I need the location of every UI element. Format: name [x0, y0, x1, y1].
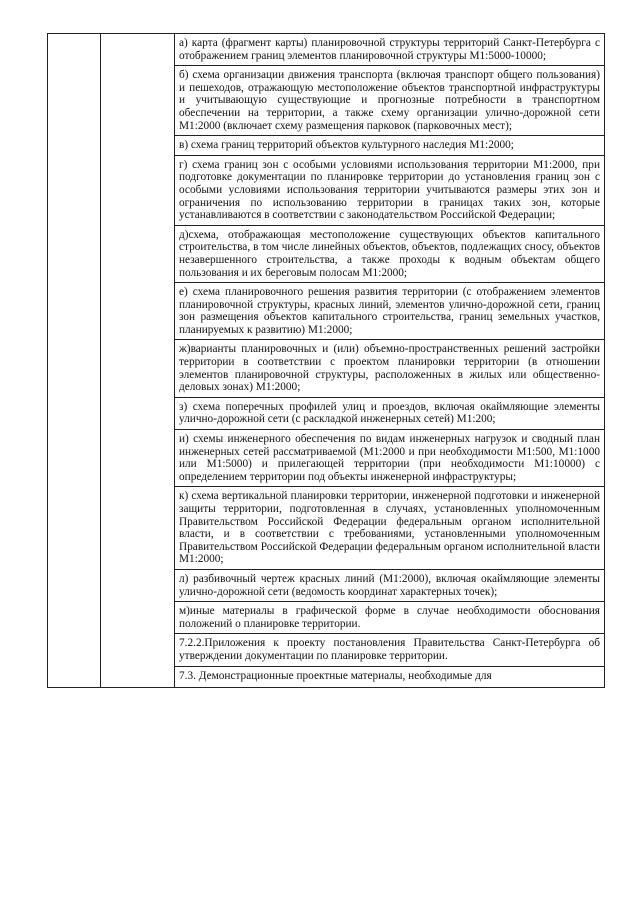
list-item: м)иные материалы в графической форме в случае необходимости обоснования положений о планировке территории.	[175, 601, 604, 633]
list-item: г) схема границ зон с особыми условиями использования территории М1:2000, при подготовке документации по планировке территории до установления границ зон с особыми условиями использования территории учитываются размеры этих зон и ограничения по использованию территории в границах таких зон, которые устанавливаются в соответствии с законодательством Российской Федерации;	[175, 155, 604, 225]
section-column-cell	[101, 34, 175, 688]
number-column-cell	[48, 34, 101, 688]
section-paragraph: 7.3. Демонстрационные проектные материалы, необходимые для	[175, 666, 604, 687]
list-item: а) карта (фрагмент карты) планировочной структуры территорий Санкт-Петербурга с отображением границ элементов планировочной структуры М1:5000-10000;	[179, 37, 600, 62]
list-item: к) схема вертикальной планировки территории, инженерной подготовки и инженерной защиты территории, подготовленная в случаях, установленных уполномоченным Правительством Российской Федерации федеральным органом исполнительной власти, и в соответствии с требованиями, установленными уполномоченным Правительством Российской Федерации федеральным органом исполнительной власти М1:2000;	[175, 486, 604, 569]
list-item: е) схема планировочного решения развития территории (с отображением элементов планировочной структуры, красных линий, элементов улично-дорожной сети, границ зон размещения объектов капитального строительства, границ земельных участков, планируемых к развитию) М1:2000;	[175, 282, 604, 339]
list-item: ж)варианты планировочных и (или) объемно-пространственных решений застройки территории в соответствии с проектом планировки территории (в отношении элементов планировочной структуры, расположенных в жилых или общественно-деловых зонах) М1:2000;	[175, 339, 604, 396]
content-column-cell	[175, 34, 605, 688]
list-item: и) схемы инженерного обеспечения по видам инженерных нагрузок и сводный план инженерных сетей рассматриваемой (М1:2000 и при необходимости М1:500, М1:1000 или М1:5000) и прилегающей территории (при необходимости М1:10000) с определением территории под объекты инженерной инфраструктуры;	[175, 429, 604, 486]
requirements-table	[47, 33, 605, 688]
list-item: б) схема организации движения транспорта (включая транспорт общего пользования) и пешеходов, отражающую местоположение объектов транспортной инфраструктуры и учитывающую существующие и прогнозные потребности в транспортном обеспечении на территории, а также схему организации улично-дорожной сети М1:2000 (включает схему размещения парковок (парковочных мест);	[175, 65, 604, 135]
list-item: д)схема, отображающая местоположение существующих объектов капитального строительства, в том числе линейных объектов, объектов, подлежащих сносу, объектов незавершенного строительства, а также проходы к водным объектам общего пользования и их береговым полосам М1:2000;	[175, 225, 604, 282]
list-item: з) схема поперечных профилей улиц и проездов, включая окаймляющие элементы улично-дорожной сети (с раскладкой инженерных сетей) М1:200;	[175, 397, 604, 429]
list-item: л) разбивочный чертеж красных линий (М1:2000), включая окаймляющие элементы улично-дорожной сети (ведомость координат характерных точек);	[175, 569, 604, 601]
section-paragraph: 7.2.2.Приложения к проекту постановления Правительства Санкт-Петербурга об утверждении документации по планировке территории.	[175, 633, 604, 665]
table-row	[48, 34, 605, 688]
list-item: в) схема границ территорий объектов культурного наследия М1:2000;	[175, 135, 604, 155]
